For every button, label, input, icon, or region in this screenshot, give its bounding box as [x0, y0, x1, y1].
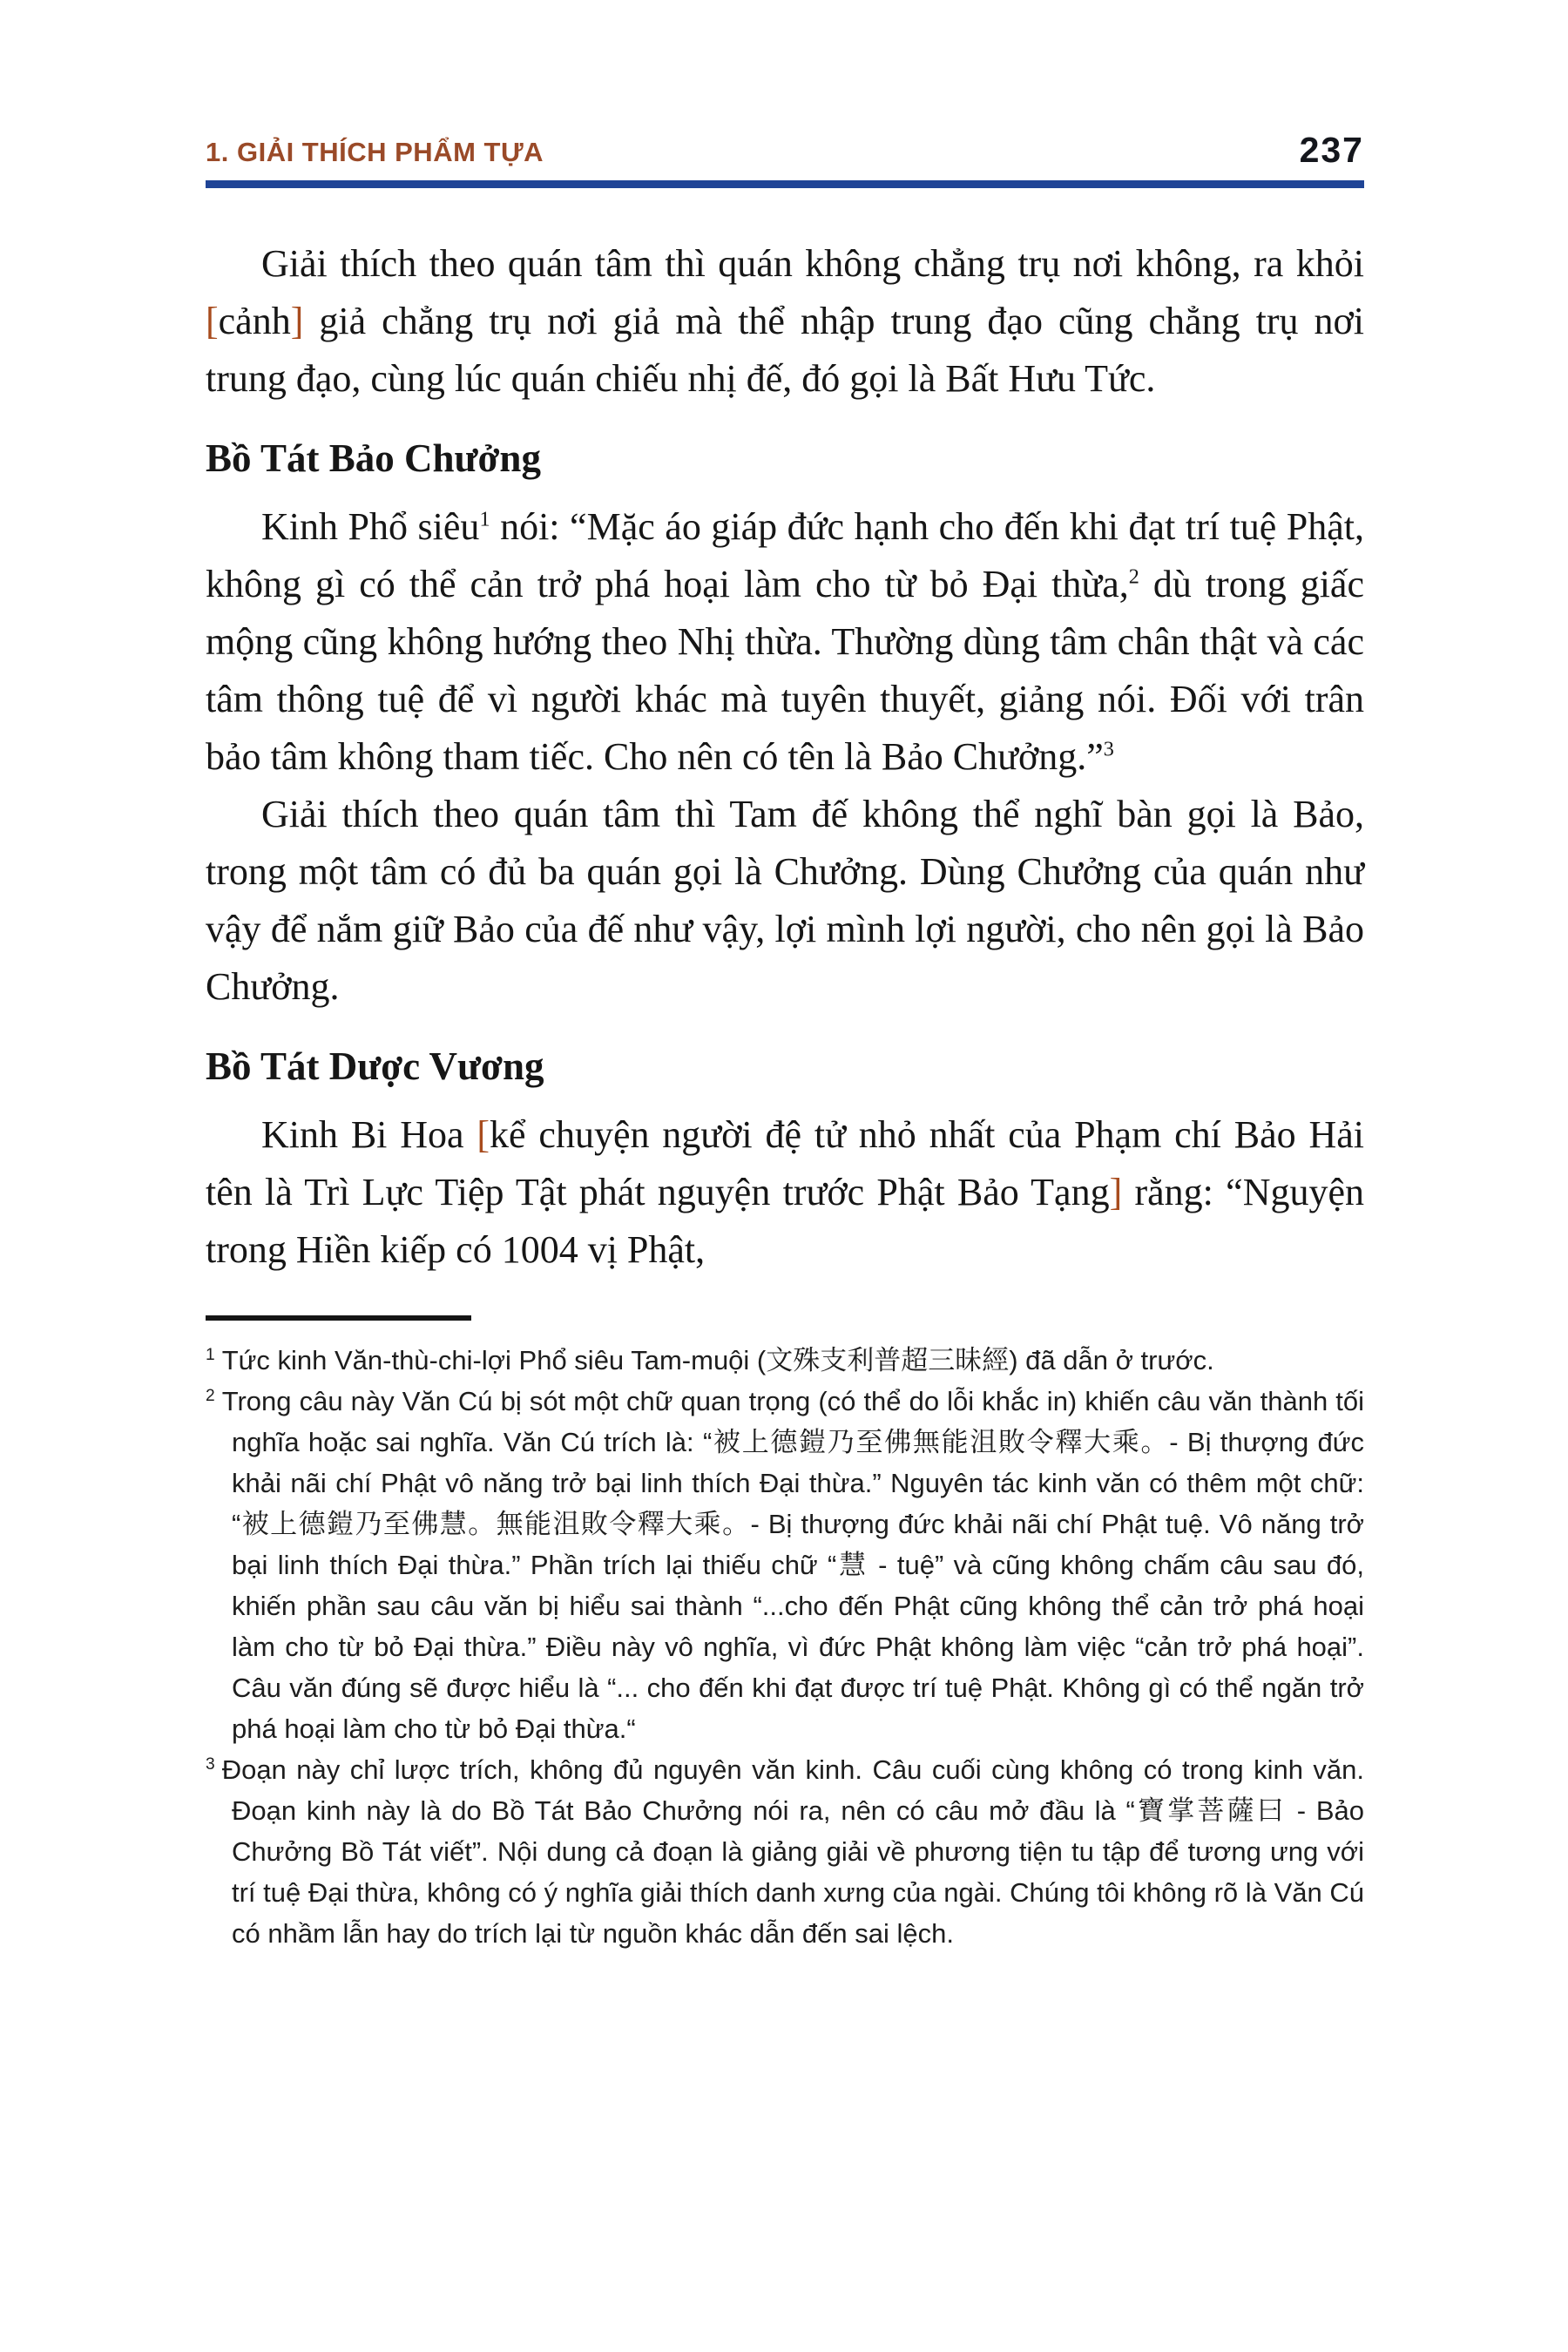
text-run: Kinh Phổ siêu [261, 505, 480, 548]
footnote-marker: 2 [206, 1386, 215, 1405]
header-rule [206, 180, 1364, 188]
text-run: kể chuyện người đệ tử nhỏ nhất của Phạm chí Bảo Hải tên là Trì Lực Tiệp Tật phát nguyện trước Phật Bảo Tạng [206, 1113, 1364, 1213]
body-content [206, 235, 1364, 1279]
body-paragraph [206, 786, 1364, 1016]
text-run: rằng: “Nguyện trong Hiền kiếp có 1004 vị Phật, [206, 1171, 1364, 1271]
body-paragraph [206, 1106, 1364, 1279]
footnotes [206, 1340, 1364, 1954]
text-run: Giải thích theo quán tâm thì quán không chẳng trụ nơi không, ra khỏi [261, 242, 1364, 285]
text-run: Bồ Tát Dược Vương [206, 1044, 544, 1088]
editorial-bracket: ] [1109, 1171, 1123, 1213]
text-run: Trong câu này Văn Cú bị sót một chữ quan trọng (có thể do lỗi khắc in) khiến câu văn thành tối nghĩa hoặc sai nghĩa. Văn Cú trích là: “被上德鎧乃至佛無能沮敗令釋大乘。- Bị thượng đức khải nãi chí Phật vô năng trở bại linh thích Đại thừa.” Nguyên tác kinh văn có thêm một chữ: “被上德鎧乃至佛慧。無能沮敗令釋大乘。- Bị thượng đức khải nãi chí Phật tuệ. Vô năng trở bại linh thích Đại thừa.” Phần trích lại thiếu chữ “慧 - tuệ” và cũng không chấm câu sau đó, khiến phần sau câu văn bị hiểu sai thành “...cho đến Phật cũng không thể cản trở phá hoại làm cho từ bỏ Đại thừa.” Điều này vô nghĩa, vì đức Phật không làm việc “cản trở phá hoại”. Câu văn đúng sẽ được hiểu là “... cho đến khi đạt được trí tuệ Phật. Không gì có thể ngăn trở phá hoại làm cho từ bỏ Đại thừa.“ [221, 1386, 1364, 1744]
footnote-reference: 3 [1103, 737, 1114, 761]
text-run: Đoạn này chỉ lược trích, không đủ nguyên văn kinh. Câu cuối cùng không có trong kinh văn. Đoạn kinh này là do Bồ Tát Bảo Chưởng nói ra, nên có câu mở đầu là “寶掌菩薩曰 - Bảo Chưởng Bồ Tát viết”. Nội dung cả đoạn là giảng giải về phương tiện tu tập để tương ưng với trí tuệ Đại thừa, không có ý nghĩa giải thích danh xưng của ngài. Chúng tôi không rõ là Văn Cú có nhầm lẫn hay do trích lại từ nguồn khác dẫn đến sai lệch. [221, 1754, 1364, 1949]
footnote-separator [206, 1315, 471, 1321]
footnote-item [206, 1749, 1364, 1954]
footnote-marker: 1 [206, 1345, 215, 1364]
footnote-item [206, 1381, 1364, 1749]
text-run: Bồ Tát Bảo Chưởng [206, 436, 541, 480]
section-heading [206, 1040, 1364, 1092]
running-head [206, 132, 1364, 168]
text-run: Giải thích theo quán tâm thì Tam đế không thể nghĩ bàn gọi là Bảo, trong một tâm có đủ ba quán gọi là Chưởng. Dùng Chưởng của quán như vậy để nắm giữ Bảo của đế như vậy, lợi mình lợi người, cho nên gọi là Bảo Chưởng. [206, 793, 1364, 1008]
text-run: giả chẳng trụ nơi giả mà thể nhập trung đạo cũng chẳng trụ nơi trung đạo, cùng lúc quán chiếu nhị đế, đó gọi là Bất Hưu Tức. [206, 300, 1364, 400]
section-title: 1. GIẢI THÍCH PHẨM TỰA [206, 137, 544, 167]
text-run: Kinh Bi Hoa [261, 1113, 477, 1156]
editorial-bracket: [ [206, 300, 219, 342]
body-paragraph [206, 498, 1364, 786]
text-run: dù trong giấc mộng cũng không hướng theo Nhị thừa. Thường dùng tâm chân thật và các tâm thông tuệ để vì người khác mà tuyên thuyết, giảng nói. Đối với trân bảo tâm không tham tiếc. Cho nên có tên là Bảo Chưởng.” [206, 563, 1364, 778]
footnote-reference: 1 [479, 507, 490, 531]
body-paragraph [206, 235, 1364, 408]
text-run: nói: “Mặc áo giáp đức hạnh cho đến khi đạt trí tuệ Phật, không gì có thể cản trở phá hoại làm cho từ bỏ Đại thừa, [206, 505, 1364, 605]
footnote-marker: 3 [206, 1754, 215, 1774]
editorial-bracket: ] [290, 300, 304, 342]
section-heading [206, 432, 1364, 484]
text-run: Tức kinh Văn-thù-chi-lợi Phổ siêu Tam-muội (文殊支利普超三昧經) đã dẫn ở trước. [221, 1345, 1214, 1375]
text-run: cảnh [218, 300, 291, 342]
footnote-item [206, 1340, 1364, 1381]
page-number: 237 [1299, 130, 1364, 170]
footnote-reference: 2 [1128, 564, 1139, 589]
editorial-bracket: [ [476, 1113, 490, 1156]
